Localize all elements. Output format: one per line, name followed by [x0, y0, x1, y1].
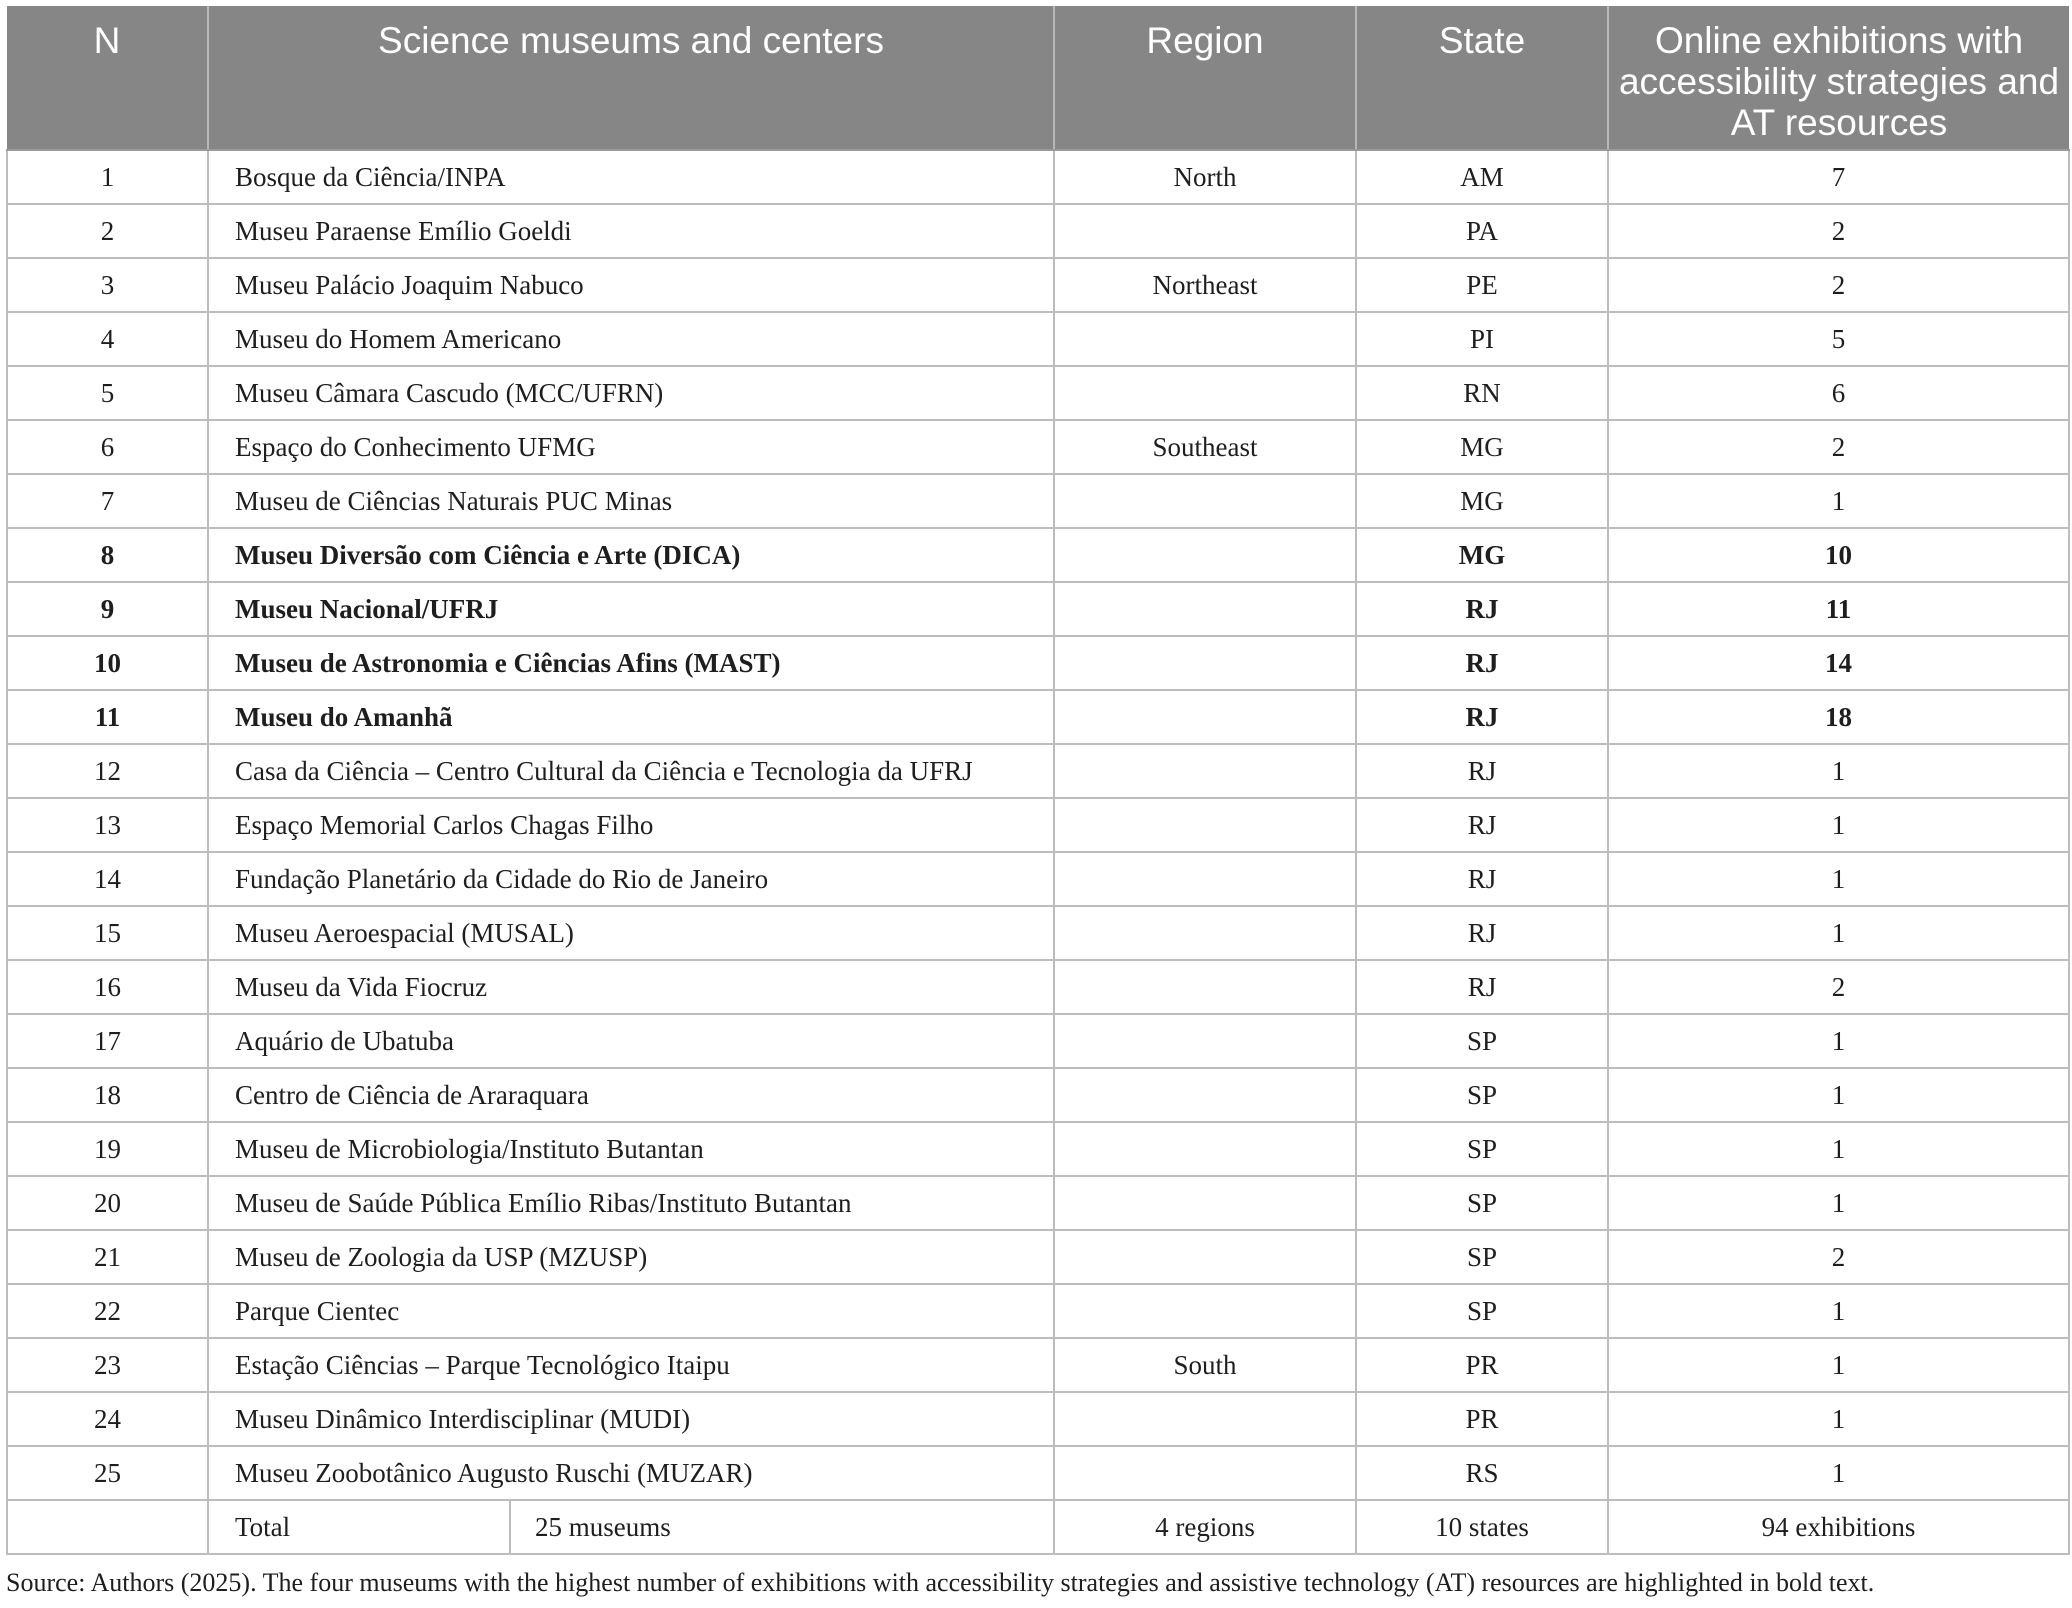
cell-region: [1054, 690, 1356, 744]
table-row: [7, 960, 2069, 1014]
table-body: [7, 150, 2069, 1500]
cell-state: MG: [1356, 420, 1608, 474]
header-state: State: [1356, 6, 1608, 150]
cell-museum: Bosque da Ciência/INPA: [208, 150, 1054, 204]
cell-museum: Museu Nacional/UFRJ: [208, 582, 1054, 636]
header-museum: Science museums and centers: [208, 6, 1054, 150]
total-blank: [7, 1500, 208, 1554]
cell-region: Northeast: [1054, 258, 1356, 312]
cell-museum: Casa da Ciência – Centro Cultural da Ciência e Tecnologia da UFRJ: [208, 744, 1054, 798]
cell-state: SP: [1356, 1230, 1608, 1284]
cell-n: 19: [7, 1122, 208, 1176]
table-row: [7, 204, 2069, 258]
cell-region: [1054, 744, 1356, 798]
cell-exhibitions: 1: [1608, 474, 2069, 528]
cell-state: SP: [1356, 1068, 1608, 1122]
cell-exhibitions: 1: [1608, 1338, 2069, 1392]
table-row: [7, 582, 2069, 636]
cell-state: SP: [1356, 1122, 1608, 1176]
cell-region: [1054, 528, 1356, 582]
cell-n: 20: [7, 1176, 208, 1230]
cell-state: SP: [1356, 1176, 1608, 1230]
cell-state: SP: [1356, 1014, 1608, 1068]
cell-exhibitions: 1: [1608, 852, 2069, 906]
cell-region: [1054, 582, 1356, 636]
cell-exhibitions: 1: [1608, 1122, 2069, 1176]
cell-region: [1054, 204, 1356, 258]
table-row: [7, 798, 2069, 852]
cell-exhibitions: 1: [1608, 744, 2069, 798]
cell-n: 16: [7, 960, 208, 1014]
table-row: [7, 1014, 2069, 1068]
cell-museum: Museu Aeroespacial (MUSAL): [208, 906, 1054, 960]
cell-state: RJ: [1356, 744, 1608, 798]
cell-exhibitions: 1: [1608, 1392, 2069, 1446]
cell-exhibitions: 1: [1608, 1068, 2069, 1122]
cell-museum: Museu do Amanhã: [208, 690, 1054, 744]
table-row: [7, 1284, 2069, 1338]
header-region: Region: [1054, 6, 1356, 150]
table-row: [7, 474, 2069, 528]
table-row: [7, 1122, 2069, 1176]
cell-museum: Parque Cientec: [208, 1284, 1054, 1338]
cell-museum: Espaço do Conhecimento UFMG: [208, 420, 1054, 474]
cell-region: [1054, 1122, 1356, 1176]
cell-exhibitions: 1: [1608, 1014, 2069, 1068]
cell-n: 1: [7, 150, 208, 204]
cell-region: [1054, 906, 1356, 960]
cell-region: [1054, 1284, 1356, 1338]
museums-table: [6, 6, 2070, 1555]
cell-museum: Museu de Microbiologia/Instituto Butantan: [208, 1122, 1054, 1176]
cell-museum: Museu Diversão com Ciência e Arte (DICA): [208, 528, 1054, 582]
cell-state: RS: [1356, 1446, 1608, 1500]
table-total: [7, 1500, 2069, 1554]
table-row: [7, 258, 2069, 312]
cell-museum: Museu de Ciências Naturais PUC Minas: [208, 474, 1054, 528]
cell-exhibitions: 1: [1608, 798, 2069, 852]
cell-exhibitions: 14: [1608, 636, 2069, 690]
cell-n: 18: [7, 1068, 208, 1122]
cell-museum: Centro de Ciência de Araraquara: [208, 1068, 1054, 1122]
table-row: [7, 1446, 2069, 1500]
table-row: [7, 636, 2069, 690]
cell-state: PI: [1356, 312, 1608, 366]
cell-region: North: [1054, 150, 1356, 204]
table-row: [7, 420, 2069, 474]
table-row: [7, 744, 2069, 798]
cell-n: 5: [7, 366, 208, 420]
cell-exhibitions: 10: [1608, 528, 2069, 582]
cell-state: AM: [1356, 150, 1608, 204]
cell-n: 4: [7, 312, 208, 366]
cell-museum: Museu de Saúde Pública Emílio Ribas/Instituto Butantan: [208, 1176, 1054, 1230]
cell-region: [1054, 312, 1356, 366]
total-states: 10 states: [1356, 1500, 1608, 1554]
cell-n: 12: [7, 744, 208, 798]
cell-exhibitions: 1: [1608, 906, 2069, 960]
cell-state: SP: [1356, 1284, 1608, 1338]
cell-museum: Museu Paraense Emílio Goeldi: [208, 204, 1054, 258]
cell-museum: Espaço Memorial Carlos Chagas Filho: [208, 798, 1054, 852]
cell-state: RN: [1356, 366, 1608, 420]
cell-n: 11: [7, 690, 208, 744]
header-exhibitions: Online exhibitions with accessibility strategies and AT resources: [1608, 6, 2069, 150]
cell-n: 6: [7, 420, 208, 474]
cell-museum: Museu de Zoologia da USP (MZUSP): [208, 1230, 1054, 1284]
cell-exhibitions: 1: [1608, 1284, 2069, 1338]
cell-region: South: [1054, 1338, 1356, 1392]
cell-region: [1054, 1446, 1356, 1500]
cell-region: [1054, 366, 1356, 420]
table-row: [7, 1176, 2069, 1230]
cell-exhibitions: 6: [1608, 366, 2069, 420]
cell-state: PR: [1356, 1392, 1608, 1446]
cell-exhibitions: 5: [1608, 312, 2069, 366]
cell-n: 3: [7, 258, 208, 312]
cell-museum: Museu de Astronomia e Ciências Afins (MAST): [208, 636, 1054, 690]
table-row: [7, 1068, 2069, 1122]
cell-n: 10: [7, 636, 208, 690]
cell-museum: Museu Câmara Cascudo (MCC/UFRN): [208, 366, 1054, 420]
table-header: [7, 6, 2069, 150]
cell-state: RJ: [1356, 906, 1608, 960]
cell-region: [1054, 636, 1356, 690]
cell-region: [1054, 1068, 1356, 1122]
cell-region: [1054, 1176, 1356, 1230]
cell-n: 24: [7, 1392, 208, 1446]
cell-museum: Museu Palácio Joaquim Nabuco: [208, 258, 1054, 312]
cell-region: [1054, 474, 1356, 528]
table-row: [7, 528, 2069, 582]
cell-exhibitions: 2: [1608, 960, 2069, 1014]
table-row: [7, 690, 2069, 744]
cell-n: 7: [7, 474, 208, 528]
cell-region: [1054, 798, 1356, 852]
table-row: [7, 366, 2069, 420]
cell-museum: Museu Dinâmico Interdisciplinar (MUDI): [208, 1392, 1054, 1446]
table-row: [7, 150, 2069, 204]
table-row: [7, 906, 2069, 960]
cell-state: PR: [1356, 1338, 1608, 1392]
cell-exhibitions: 1: [1608, 1176, 2069, 1230]
table-footnote: Source: Authors (2025). The four museums with the highest number of exhibitions with accessibility strategies and assistive technology (AT) resources are highlighted in bold text.: [6, 1568, 1875, 1597]
cell-region: [1054, 852, 1356, 906]
cell-state: PA: [1356, 204, 1608, 258]
cell-museum: Estação Ciências – Parque Tecnológico Itaipu: [208, 1338, 1054, 1392]
cell-exhibitions: 7: [1608, 150, 2069, 204]
cell-exhibitions: 2: [1608, 258, 2069, 312]
cell-museum: Fundação Planetário da Cidade do Rio de Janeiro: [208, 852, 1054, 906]
cell-n: 2: [7, 204, 208, 258]
total-label: Total: [208, 1500, 510, 1554]
cell-exhibitions: 2: [1608, 420, 2069, 474]
cell-n: 17: [7, 1014, 208, 1068]
cell-state: RJ: [1356, 852, 1608, 906]
cell-n: 22: [7, 1284, 208, 1338]
cell-state: PE: [1356, 258, 1608, 312]
table-row: [7, 1392, 2069, 1446]
header-n: N: [7, 6, 208, 150]
cell-museum: Aquário de Ubatuba: [208, 1014, 1054, 1068]
cell-region: [1054, 960, 1356, 1014]
cell-exhibitions: 2: [1608, 204, 2069, 258]
cell-museum: Museu da Vida Fiocruz: [208, 960, 1054, 1014]
cell-exhibitions: 1: [1608, 1446, 2069, 1500]
total-exhibitions: 94 exhibitions: [1608, 1500, 2069, 1554]
table-row: [7, 852, 2069, 906]
cell-exhibitions: 2: [1608, 1230, 2069, 1284]
total-regions: 4 regions: [1054, 1500, 1356, 1554]
table-row: [7, 312, 2069, 366]
cell-n: 15: [7, 906, 208, 960]
cell-state: RJ: [1356, 960, 1608, 1014]
cell-state: RJ: [1356, 798, 1608, 852]
cell-state: MG: [1356, 474, 1608, 528]
table-row: [7, 1230, 2069, 1284]
cell-n: 23: [7, 1338, 208, 1392]
cell-n: 14: [7, 852, 208, 906]
cell-exhibitions: 11: [1608, 582, 2069, 636]
cell-region: Southeast: [1054, 420, 1356, 474]
cell-state: RJ: [1356, 690, 1608, 744]
cell-region: [1054, 1392, 1356, 1446]
cell-n: 9: [7, 582, 208, 636]
cell-n: 13: [7, 798, 208, 852]
cell-n: 8: [7, 528, 208, 582]
cell-exhibitions: 18: [1608, 690, 2069, 744]
cell-state: RJ: [1356, 582, 1608, 636]
cell-museum: Museu Zoobotânico Augusto Ruschi (MUZAR): [208, 1446, 1054, 1500]
cell-region: [1054, 1014, 1356, 1068]
cell-museum: Museu do Homem Americano: [208, 312, 1054, 366]
table-row: [7, 1338, 2069, 1392]
cell-state: MG: [1356, 528, 1608, 582]
cell-n: 21: [7, 1230, 208, 1284]
cell-region: [1054, 1230, 1356, 1284]
total-museums: 25 museums: [510, 1500, 1054, 1554]
cell-state: RJ: [1356, 636, 1608, 690]
cell-n: 25: [7, 1446, 208, 1500]
